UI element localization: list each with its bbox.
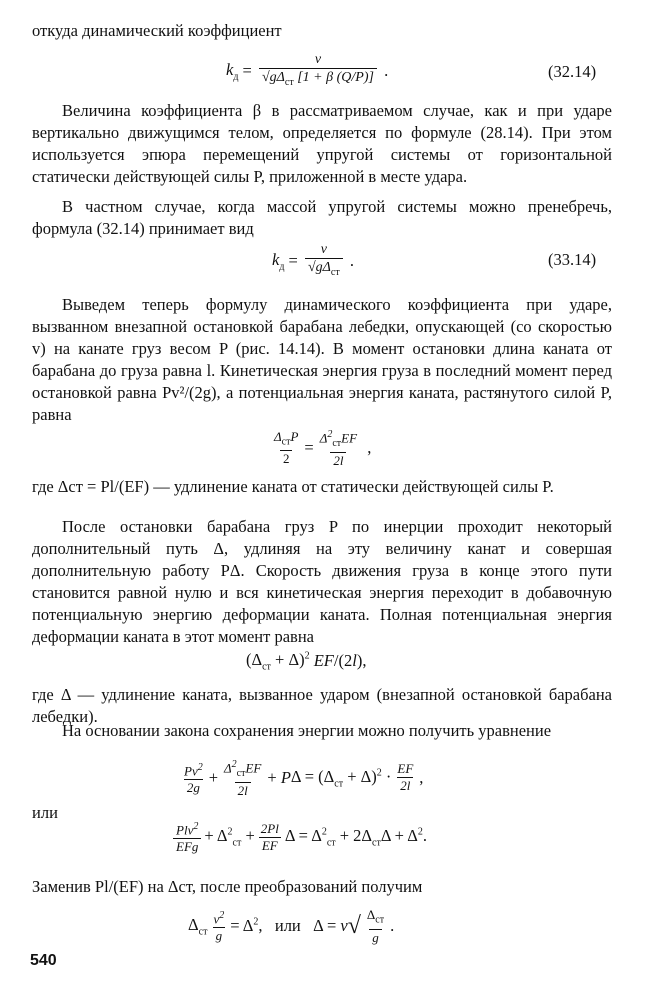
equation-potential-energy: $\frac{\Delta_{ст}P}{2}$ = $\frac{\Delta^2_{ст}EF}{2l}$ , bbox=[274, 428, 372, 468]
paragraph-impact-elongation: где Δ — удлинение каната, вызванное ударом (внезапной остановкой барабана лебедки). bbox=[32, 685, 612, 726]
paragraph-substitution: Заменив Pl/(EF) на Δст, после преобразований получим bbox=[32, 877, 423, 896]
equation-32-14: $k_д$ = $\frac{v}{√g\Delta_{ст} [1 + \beta (Q/P)]}$ . bbox=[226, 52, 389, 88]
paragraph-or: или bbox=[32, 803, 58, 822]
paragraph-winch: Выведем теперь формулу динамического коэффициента при ударе, вызванном внезапной остановкой барабана лебедки, опускающей (со скоростью v) на канате груз весом P (рис. 14.14). В момент остановки длина каната от барабана до груза равна l. Кинетическая энергия груза в последний момент перед остановкой равна Pv²/(2g), а потенциальная энергия каната, растянутого силой P, равна bbox=[32, 295, 612, 424]
paragraph-static-elongation: где Δст = Pl/(EF) — удлинение каната от статически действующей силы P. bbox=[32, 477, 554, 496]
equation-total-energy: $(\Delta_{ст} + \Delta)^2$ EF /(2 l ), bbox=[246, 650, 367, 673]
equation-33-14: $k_д$ = $\frac{v}{√g\Delta_{ст}}$ . bbox=[272, 242, 354, 278]
equation-number-33-14: (33.14) bbox=[548, 250, 597, 269]
paragraph-special-case: В частном случае, когда массой упругой системы можно пренебречь, формула (32.14) принимает вид bbox=[32, 197, 612, 238]
page-number: 540 bbox=[30, 952, 57, 969]
paragraph-beta: Величина коэффициента β в рассматриваемом случае, как и при ударе вертикально движущимся телом, определяется по формуле (28.14). При этом используется эпюра перемещений упругой системы от горизонтальной статически действующей силы P, приложенной в месте удара. bbox=[32, 101, 612, 186]
equation-final: $\Delta_{ст}$ $\frac{v^2}{g}$ = $\Delta^2$, или Δ = v √ $\frac{\Delta_{ст}}{g}$ . bbox=[188, 907, 395, 945]
equation-expanded: $\frac{Plv^2}{\text{EFg}}$ + $\Delta^2_{ст}$ + $\frac{2Pl}{EF}$ $\Delta = \Delta^2_{ст} + 2\Delta_{ст}\Delta + \Delta^2$. bbox=[170, 820, 427, 854]
paragraph-intro: откуда динамический коэффициент bbox=[32, 21, 282, 40]
equation-or-word: или bbox=[274, 916, 301, 936]
paragraph-after-stop: После остановки барабана груз P по инерции проходит некоторый дополнительный путь Δ, удлиняя на эту величину канат и совершая дополнительную работу PΔ. Скорость движения груза в конце этого пути становится равной нулю и вся кинетическая энергия переходит в добавочную потенциальную энергию деформации каната. Полная потенциальная энергия деформации каната в этот момент равна bbox=[32, 517, 612, 646]
paragraph-energy-conservation: На основании закона сохранения энергии можно получить уравнение bbox=[62, 721, 552, 740]
equation-number-32-14: (32.14) bbox=[548, 62, 597, 81]
equation-energy-balance: $\frac{Pv^2}{2g}$ + $\frac{\Delta^2_{ст}EF}{2l}$ + P $\Delta = (\Delta_{ст} + \Delta)^2$ · $\frac{EF}{2l}$ , bbox=[184, 759, 424, 798]
